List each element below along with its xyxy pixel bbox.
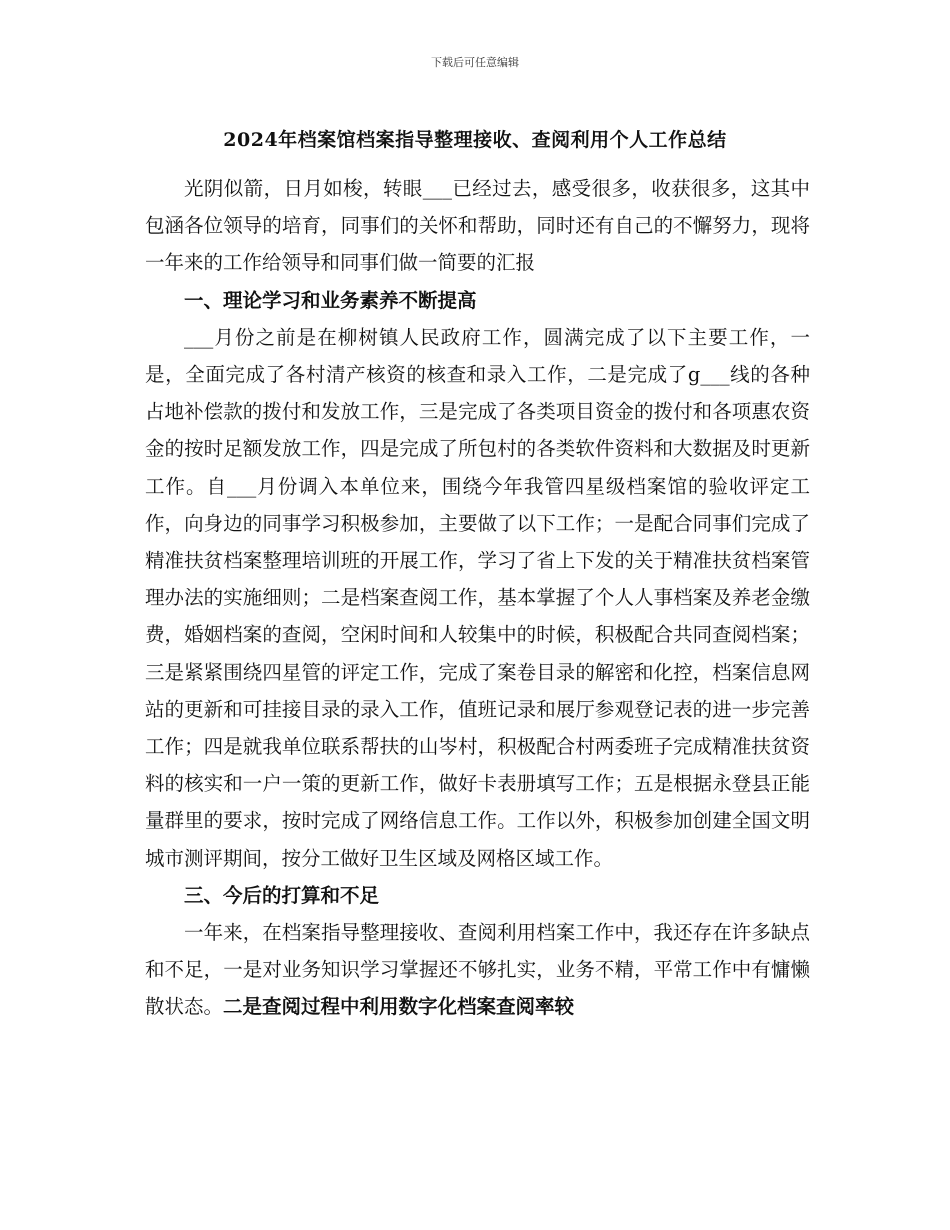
- section-3-bold-text: 二是查阅过程中利用数字化档案查阅率较: [223, 995, 575, 1019]
- intro-paragraph: 光阴似箭，日月如梭，转眼___已经过去，感受很多，收获很多，这其中包涵各位领导的培育，同事们的关怀和帮助，同时还有自己的不懈努力，现将一年来的工作给领导和同事们做一简要的汇报: [145, 177, 810, 275]
- document-body: [145, 170, 810, 1026]
- document-title: 2024年档案馆档案指导整理接收、查阅利用个人工作总结: [223, 129, 727, 151]
- section-3-text: 一年来，在档案指导整理接收、查阅利用档案工作中，我还存在许多缺点和不足，一是对业务知识学习掌握还不够扎实，业务不精，平常工作中有慵懒散状态。: [145, 921, 810, 1019]
- section-1-heading: 一、理论学习和业务素养不断提高: [184, 288, 477, 312]
- header-note: 下载后可任意编辑: [431, 56, 519, 69]
- section-1-paragraph: ___月份之前是在柳树镇人民政府工作，圆满完成了以下主要工作，一是，全面完成了各村清产核资的核查和录入工作，二是完成了g___线的各种占地补偿款的拨付和发放工作，三是完成了各类项目资金的拨付和各项惠农资金的按时足额发放工作，四是完成了所包村的各类软件资料和大数据及时更新工作。自___月份调入本单位来，围绕今年我管四星级档案馆的验收评定工作，向身边的同事学习积极参加，主要做了以下工作；一是配合同事们完成了精准扶贫档案整理培训班的开展工作，学习了省上下发的关于精准扶贫档案管理办法的实施细则；二是档案查阅工作，基本掌握了个人人事档案及养老金缴费，婚姻档案的查阅，空闲时间和人较集中的时候，积极配合共同查阅档案；三是紧紧围绕四星管的评定工作，完成了案卷目录的解密和化控，档案信息网站的更新和可挂接目录的录入工作，值班记录和展厅参观登记表的进一步完善工作；四是就我单位联系帮扶的山岑村，积极配合村两委班子完成精准扶贫资料的核实和一户一策的更新工作，做好卡表册填写工作；五是根据永登县正能量群里的要求，按时完成了网络信息工作。工作以外，积极参加创建全国文明城市测评期间，按分工做好卫生区域及网格区域工作。: [145, 325, 810, 870]
- section-3-paragraph: [145, 914, 810, 1026]
- section-3-heading: 三、今后的打算和不足: [184, 883, 380, 907]
